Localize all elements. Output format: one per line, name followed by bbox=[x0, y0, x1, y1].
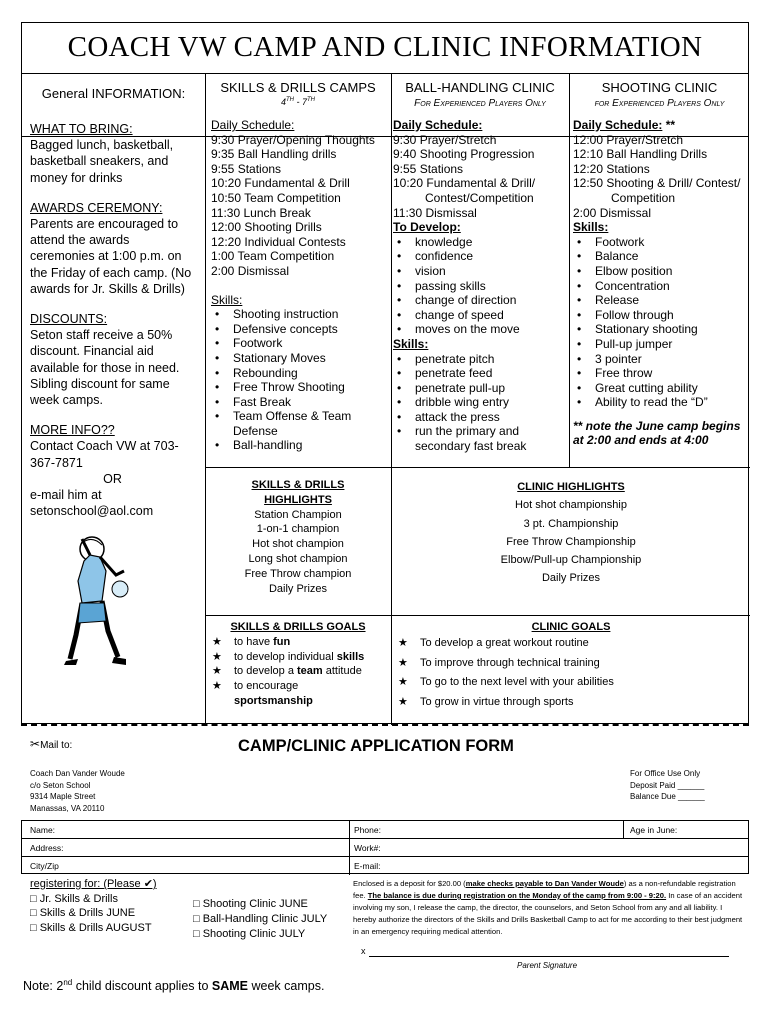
list-item: • penetrate feed bbox=[393, 366, 567, 381]
divider bbox=[623, 821, 624, 838]
signature-rule bbox=[369, 956, 729, 957]
checkbox-icon[interactable]: □ bbox=[30, 921, 37, 934]
develop-list bbox=[393, 235, 567, 337]
list-item: • confidence bbox=[393, 249, 567, 264]
page-title: COACH VW CAMP AND CLINIC INFORMATION bbox=[67, 31, 703, 63]
option-jr-skills[interactable] bbox=[30, 892, 157, 907]
checkbox-icon[interactable]: □ bbox=[193, 913, 200, 925]
general-header-label: General INFORMATION: bbox=[41, 86, 186, 101]
note-text: Note: 2 bbox=[23, 979, 64, 994]
address-field[interactable]: Address: bbox=[30, 843, 64, 853]
goal-item: ★ To develop a great workout routine bbox=[392, 634, 750, 654]
list-item: • moves on the move bbox=[393, 322, 567, 337]
ball-skills-heading: Skills: bbox=[393, 336, 429, 351]
goal-item: ★ To go to the next level with your abilities bbox=[392, 673, 750, 693]
divider bbox=[22, 856, 748, 857]
email-text: e-mail him at setonschool@aol.com bbox=[30, 488, 154, 519]
goal-item: ★ To grow in virtue through sports bbox=[392, 693, 750, 713]
schedule-item: 10:50 Team Competition bbox=[211, 190, 341, 205]
cut-line bbox=[21, 724, 749, 726]
ball-clinic-title: BALL-HANDLING CLINIC bbox=[405, 80, 555, 95]
registration-options-right bbox=[193, 897, 327, 942]
awards-text: Parents are encouraged to attend the awards ceremonies at 1:00 p.m. on the Friday of each camp. (No awards for Jr. Skills & Drills) bbox=[30, 217, 192, 296]
divider bbox=[205, 615, 750, 616]
goal-text: to develop individual bbox=[234, 650, 337, 663]
schedule-item: 12:20 Individual Contests bbox=[211, 234, 346, 249]
address-line: c/o Seton School bbox=[30, 780, 91, 790]
option-label: Jr. Skills & Drills bbox=[39, 892, 118, 905]
clinic-highlights-title: CLINIC HIGHLIGHTS bbox=[517, 481, 625, 493]
address-line: 9314 Maple Street bbox=[30, 792, 96, 801]
clinic-goals-list bbox=[392, 634, 750, 712]
basketball-player-illustration bbox=[62, 531, 142, 671]
list-item: 1-on-1 champion bbox=[256, 523, 340, 536]
option-ballhandling-july[interactable] bbox=[193, 912, 327, 927]
goal-emphasis: team bbox=[297, 665, 323, 678]
option-label: Shooting Clinic JULY bbox=[202, 928, 306, 940]
list-item: Long shot champion bbox=[248, 552, 348, 565]
june-camp-note: ** note the June camp begins at 2:00 and ends at 4:00 bbox=[573, 418, 741, 448]
shoot-schedule-heading: Daily Schedule: bbox=[573, 118, 663, 132]
legal-payee: make checks payable to Dan Vander Woude bbox=[465, 879, 624, 888]
list-item: • Rebounding bbox=[211, 366, 387, 381]
work-phone-field[interactable]: Work#: bbox=[354, 843, 381, 853]
option-label: Skills & Drills AUGUST bbox=[39, 921, 152, 934]
skills-list bbox=[211, 307, 387, 453]
schedule-item: 11:30 Lunch Break bbox=[211, 205, 311, 220]
clinic-highlights bbox=[392, 478, 750, 588]
ball-schedule-heading: Daily Schedule: bbox=[393, 118, 483, 132]
checkbox-icon[interactable]: □ bbox=[30, 907, 37, 919]
schedule-item: 9:30 Prayer/Stretch bbox=[393, 132, 497, 147]
list-item: Elbow/Pull-up Championship bbox=[500, 554, 642, 567]
sibling-note bbox=[23, 978, 324, 993]
list-item: • Free Throw Shooting bbox=[211, 380, 387, 395]
age-field[interactable]: Age in June: bbox=[630, 825, 678, 835]
legal-text: In case of an accident involving my son, I release the camp, the director, the counselors, and Seton School from any and all liability. I hereby authorize the directors of the Skills and Drills Basketball Camp to act for me according to their best judgment in an emergency requiring medical attention. bbox=[353, 891, 743, 936]
note-text: week camps. bbox=[248, 979, 325, 994]
option-label: Shooting Clinic JUNE bbox=[202, 898, 308, 910]
goal-item: ★ To improve through technical training bbox=[392, 654, 750, 674]
list-item: • Stationary shooting bbox=[573, 322, 748, 337]
info-sheet bbox=[21, 22, 749, 724]
bring-heading: WHAT TO BRING: bbox=[30, 122, 133, 136]
goal-item bbox=[206, 650, 390, 665]
divider bbox=[569, 73, 570, 467]
list-item: • dribble wing entry bbox=[393, 395, 567, 410]
schedule-item: Competition bbox=[611, 190, 676, 205]
mail-to-label: Mail to: bbox=[40, 740, 73, 751]
schedule-item: 2:00 Dismissal bbox=[211, 263, 290, 278]
goal-text: to develop a bbox=[234, 665, 297, 678]
or-text: OR bbox=[103, 471, 122, 486]
option-skills-june[interactable] bbox=[30, 906, 157, 921]
signature-x: x bbox=[361, 946, 366, 956]
ball-clinic-column bbox=[393, 118, 567, 454]
schedule-item: 1:00 Team Competition bbox=[211, 249, 335, 264]
signature-line[interactable] bbox=[361, 946, 729, 956]
list-item: • vision bbox=[393, 264, 567, 279]
option-label: Skills & Drills JUNE bbox=[39, 907, 136, 919]
skills-schedule-list bbox=[211, 133, 387, 279]
legal-text: ) as a non-refundable registration fee. bbox=[353, 879, 736, 900]
divider bbox=[349, 821, 350, 875]
ball-clinic-sub: For Experienced Players Only bbox=[414, 98, 546, 109]
option-shooting-july[interactable] bbox=[193, 927, 327, 942]
shoot-clinic-title: SHOOTING CLINIC bbox=[601, 80, 718, 95]
goal-text: to encourage bbox=[234, 680, 299, 693]
goal-item bbox=[206, 679, 390, 709]
list-item: • Release bbox=[573, 293, 748, 308]
list-item: • Ball-handling bbox=[211, 438, 387, 453]
schedule-item: 10:20 Fundamental & Drill/ bbox=[393, 176, 536, 191]
mail-address bbox=[30, 768, 125, 814]
skills-camp-title: SKILLS & DRILLS CAMPS bbox=[220, 80, 376, 95]
list-item: • Team Offense & Team Defense bbox=[211, 409, 387, 438]
list-item: Hot shot championship bbox=[515, 499, 627, 512]
mail-to bbox=[30, 737, 72, 751]
general-info bbox=[30, 121, 195, 519]
list-item: • Concentration bbox=[573, 279, 748, 294]
note-sup: nd bbox=[63, 978, 73, 987]
schedule-item: 12:10 Ball Handling Drills bbox=[573, 147, 708, 162]
list-item: • penetrate pitch bbox=[393, 352, 567, 367]
list-item: • Shooting instruction bbox=[211, 307, 387, 322]
schedule-item: 12:20 Stations bbox=[573, 161, 650, 176]
discounts-heading: DISCOUNTS: bbox=[30, 312, 108, 327]
more-info-text: Contact Coach VW at 703-367-7871 bbox=[30, 439, 179, 470]
list-item: • 3 pointer bbox=[573, 352, 748, 367]
skills-heading: Skills: bbox=[211, 292, 243, 307]
goal-item bbox=[206, 635, 390, 650]
shoot-clinic-column bbox=[573, 118, 748, 448]
list-item: • run the primary and secondary fast break bbox=[393, 424, 567, 453]
option-skills-august[interactable] bbox=[30, 921, 157, 936]
office-line: Deposit Paid ______ bbox=[630, 780, 705, 790]
shoot-skills-heading: Skills: bbox=[573, 220, 609, 235]
list-item: Daily Prizes bbox=[541, 572, 601, 585]
list-item: • Balance bbox=[573, 249, 748, 264]
discounts-text: Seton staff receive a 50% discount. Financial aid available for those in need. Sibling discount for same week camps. bbox=[30, 328, 180, 408]
schedule-item: 12:00 Shooting Drills bbox=[211, 220, 322, 235]
awards-heading: AWARDS CEREMONY: bbox=[30, 200, 163, 215]
skills-goals-title: SKILLS & DRILLS GOALS bbox=[230, 621, 366, 633]
note-emphasis: SAME bbox=[211, 979, 249, 994]
list-item: Free Throw champion bbox=[244, 567, 352, 580]
schedule-item: 12:50 Shooting & Drill/ Contest/ bbox=[573, 176, 741, 191]
email-field[interactable]: E-mail: bbox=[354, 861, 381, 871]
option-shooting-june[interactable] bbox=[193, 897, 327, 912]
skills-camp-column bbox=[211, 118, 387, 453]
goal-emphasis: sportsmanship bbox=[234, 694, 313, 707]
address-line: Coach Dan Vander Woude bbox=[30, 769, 125, 778]
clinic-goals bbox=[392, 620, 750, 712]
list-item: • Fast Break bbox=[211, 395, 387, 410]
goal-text: to have bbox=[234, 635, 274, 648]
list-item: • attack the press bbox=[393, 410, 567, 425]
office-line: Balance Due ______ bbox=[630, 792, 705, 801]
schedule-item: 2:00 Dismissal bbox=[573, 205, 652, 220]
clinic-goals-title: CLINIC GOALS bbox=[531, 621, 611, 633]
registration-options bbox=[30, 877, 157, 935]
schedule-note-mark: ** bbox=[662, 118, 676, 132]
list-item: • knowledge bbox=[393, 235, 567, 250]
name-field[interactable]: Name: bbox=[30, 825, 56, 835]
office-use bbox=[630, 768, 705, 803]
schedule-item: 9:55 Stations bbox=[211, 161, 282, 176]
list-item: • Footwork bbox=[211, 336, 387, 351]
applicant-fields-table bbox=[21, 820, 749, 874]
skills-camp-grades: 4TH - 7TH bbox=[280, 97, 316, 107]
scissors-icon: ✂ bbox=[30, 737, 41, 751]
checkbox-icon[interactable]: □ bbox=[30, 892, 37, 905]
schedule-item: 11:30 Dismissal bbox=[393, 205, 477, 220]
list-item: Free Throw Championship bbox=[506, 535, 636, 548]
goal-emphasis: skills bbox=[336, 650, 365, 663]
list-item: Hot shot champion bbox=[252, 538, 344, 551]
skills-goals bbox=[206, 620, 390, 709]
office-line: For Office Use Only bbox=[630, 769, 701, 778]
schedule-item: 9:35 Ball Handling drills bbox=[211, 147, 337, 162]
schedule-item: 9:55 Stations bbox=[393, 161, 464, 176]
skills-highlights bbox=[225, 478, 371, 596]
list-item: 3 pt. Championship bbox=[523, 517, 619, 530]
list-item: • passing skills bbox=[393, 279, 567, 294]
list-item: • Footwork bbox=[573, 235, 748, 250]
goal-item bbox=[206, 664, 390, 679]
city-zip-field[interactable]: City/Zip bbox=[30, 861, 59, 871]
list-item: • penetrate pull-up bbox=[393, 381, 567, 396]
legal-text: Enclosed is a deposit for $20.00 ( bbox=[353, 879, 466, 888]
list-item: Station Champion bbox=[254, 508, 342, 521]
address-line: Manassas, VA 20110 bbox=[30, 803, 105, 813]
registering-label: registering for: (Please ✔) bbox=[30, 878, 157, 890]
skills-highlights-title: SKILLS & DRILLS HIGHLIGHTS bbox=[251, 479, 345, 506]
checkbox-icon[interactable]: □ bbox=[193, 898, 200, 910]
signature-label: Parent Signature bbox=[517, 961, 578, 970]
schedule-item: 9:40 Shooting Progression bbox=[393, 147, 535, 162]
phone-field[interactable]: Phone: bbox=[354, 825, 381, 835]
checkbox-icon[interactable]: □ bbox=[193, 928, 200, 940]
more-info-heading: MORE INFO?? bbox=[30, 423, 115, 438]
develop-heading: To Develop: bbox=[393, 220, 461, 235]
list-item: • change of speed bbox=[393, 308, 567, 323]
list-item: • Ability to read the “D” bbox=[573, 395, 748, 410]
schedule-item: 12:00 Prayer/Stretch bbox=[573, 132, 684, 147]
divider bbox=[205, 467, 750, 468]
release-statement bbox=[353, 878, 745, 938]
goal-text: attitude bbox=[322, 665, 362, 678]
ball-skills-list bbox=[393, 352, 567, 454]
note-text: child discount applies to bbox=[72, 979, 212, 994]
list-item: • Stationary Moves bbox=[211, 351, 387, 366]
shoot-clinic-sub: for Experienced Players Only bbox=[594, 98, 725, 109]
list-item: Daily Prizes bbox=[268, 582, 328, 595]
divider bbox=[22, 838, 748, 839]
list-item: • Elbow position bbox=[573, 264, 748, 279]
skills-goals-list bbox=[206, 635, 390, 709]
shoot-skills-list bbox=[573, 235, 748, 410]
list-item: • Defensive concepts bbox=[211, 322, 387, 337]
bring-text: Bagged lunch, basketball, basketball sneakers, and money for drinks bbox=[30, 138, 174, 185]
list-item: • Great cutting ability bbox=[573, 381, 748, 396]
list-item: • change of direction bbox=[393, 293, 567, 308]
schedule-item: Contest/Competition bbox=[425, 190, 534, 205]
form-title: CAMP/CLINIC APPLICATION FORM bbox=[238, 737, 514, 755]
legal-balance-due: The balance is due during registration on the Monday of the camp from 9:00 - 9:20. bbox=[367, 891, 667, 900]
skills-schedule-heading: Daily Schedule: bbox=[211, 118, 295, 132]
list-item: • Follow through bbox=[573, 308, 748, 323]
list-item: • Pull-up jumper bbox=[573, 337, 748, 352]
list-item: • Free throw bbox=[573, 366, 748, 381]
goal-emphasis: fun bbox=[273, 635, 291, 648]
schedule-item: 10:20 Fundamental & Drill bbox=[211, 176, 350, 191]
schedule-item: 9:30 Prayer/Opening Thoughts bbox=[211, 132, 375, 147]
option-label: Ball-Handling Clinic JULY bbox=[202, 913, 328, 925]
